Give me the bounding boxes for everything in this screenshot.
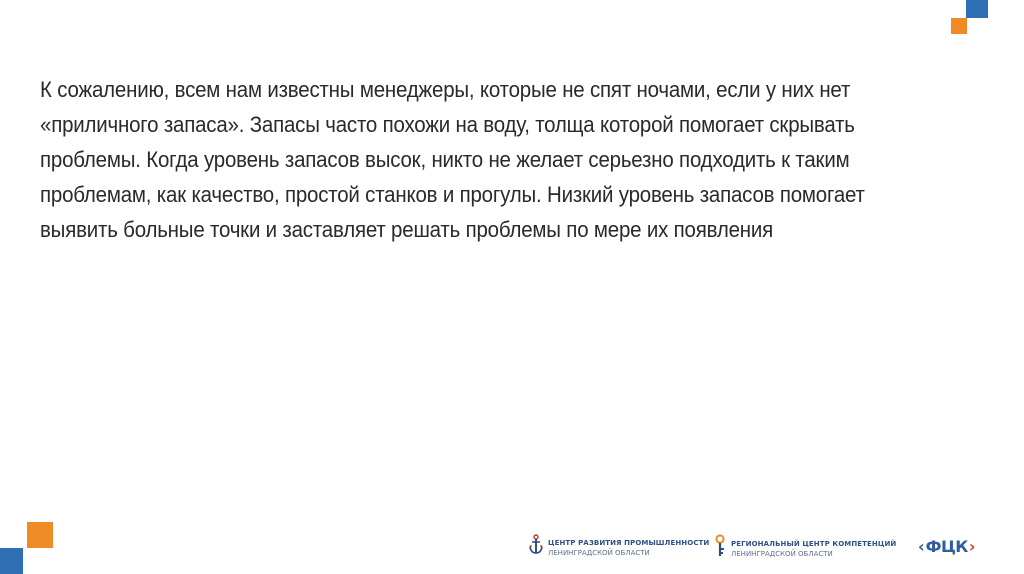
logo-industry-subtitle: ЛЕНИНГРАДСКОЙ ОБЛАСТИ	[548, 548, 650, 557]
corner-square-blue-bottom	[0, 548, 23, 574]
corner-square-orange-top	[951, 18, 967, 34]
corner-square-blue-top	[966, 0, 988, 18]
bracket-left-icon: ‹	[918, 537, 925, 556]
logo-competence-subtitle: ЛЕНИНГРАДСКОЙ ОБЛАСТИ	[731, 549, 833, 558]
corner-square-orange-bottom	[27, 522, 53, 548]
logo-industry-title: ЦЕНТР РАЗВИТИЯ ПРОМЫШЛЕННОСТИ	[548, 538, 710, 547]
anchor-icon	[528, 534, 544, 561]
bracket-right-icon: ›	[968, 537, 976, 556]
key-icon	[713, 534, 727, 563]
logo-competence-center	[713, 534, 896, 563]
logo-industry-center	[528, 534, 709, 561]
logo-fck-text: ФЦК	[925, 537, 968, 556]
logo-fck	[918, 537, 975, 556]
logo-competence-title: РЕГИОНАЛЬНЫЙ ЦЕНТР КОМПЕТЕНЦИЙ	[731, 539, 897, 548]
slide-body-text: К сожалению, всем нам известны менеджеры, которые не спят ночами, если у них нет «приличного запаса». Запасы часто похожи на воду, толща которой помогает скрывать проблемы. Когда уровень запасов высок, никто не желает серьезно подходить к таким проблемам, как качество, простой станков и прогулы. Низкий уровень запасов помогает выявить больные точки и заставляет решать проблемы по мере их появления	[40, 77, 865, 242]
